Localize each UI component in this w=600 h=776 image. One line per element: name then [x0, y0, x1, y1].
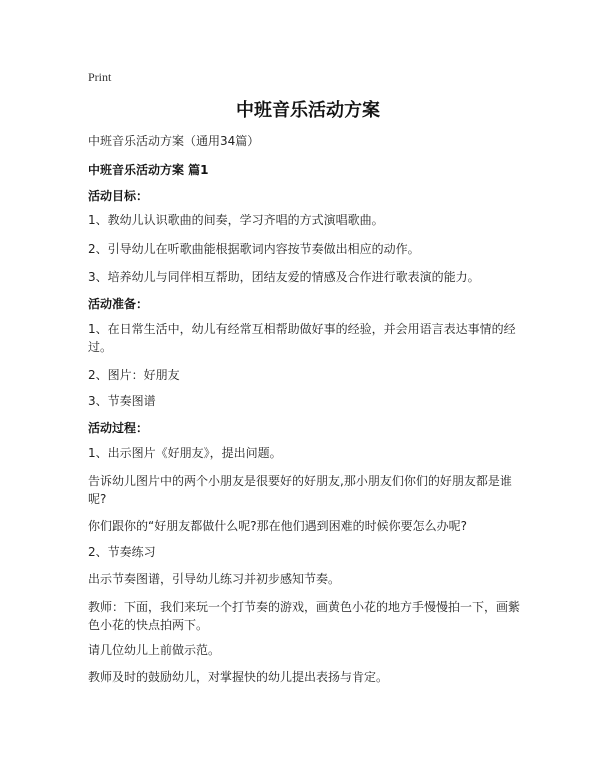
process-item: 请几位幼儿上前做示范。: [88, 643, 221, 657]
prep-item: 1、在日常生活中，幼儿有经常互相帮助做好事的经验，并会用语言表达事情的经过。: [88, 322, 516, 354]
process-item: 教师：下面，我们来玩一个打节奏的游戏，画黄色小花的地方手慢慢拍一下，画紫色小花的快点拍两下。: [88, 600, 521, 632]
goals-heading: 活动目标：: [88, 189, 149, 203]
document-subtitle: 中班音乐活动方案（通用34篇）: [88, 134, 260, 148]
process-item: 你们跟你的“好朋友都做什么呢?那在他们遇到困难的时候你要怎么办呢?: [88, 519, 467, 533]
process-item: 教师及时的鼓励幼儿，对掌握快的幼儿提出表扬与肯定。: [88, 670, 389, 684]
goal-item: 2、引导幼儿在听歌曲能根据歌词内容按节奏做出相应的动作。: [88, 242, 420, 256]
goal-item: 3、培养幼儿与同伴相互帮助，团结友爱的情感及合作进行歌表演的能力。: [88, 270, 480, 284]
prep-item: 2、图片：好朋友: [88, 368, 180, 382]
prep-heading: 活动准备：: [88, 297, 149, 311]
process-item: 出示节奏图谱，引导幼儿练习并初步感知节奏。: [88, 572, 341, 586]
process-item: 告诉幼儿图片中的两个小朋友是很要好的好朋友,那小朋友们你们的好朋友都是谁呢?: [88, 474, 512, 506]
page-title: 中班音乐活动方案: [236, 100, 380, 121]
process-item: 1、出示图片《好朋友》，提出问题。: [88, 446, 282, 460]
section-title: 中班音乐活动方案 篇1: [88, 163, 209, 177]
process-heading: 活动过程：: [88, 421, 149, 435]
process-item: 2、节奏练习: [88, 545, 156, 559]
print-link[interactable]: Print: [88, 70, 112, 84]
prep-item: 3、节奏图谱: [88, 394, 156, 408]
goal-item: 1、教幼儿认识歌曲的间奏，学习齐唱的方式演唱歌曲。: [88, 213, 384, 227]
